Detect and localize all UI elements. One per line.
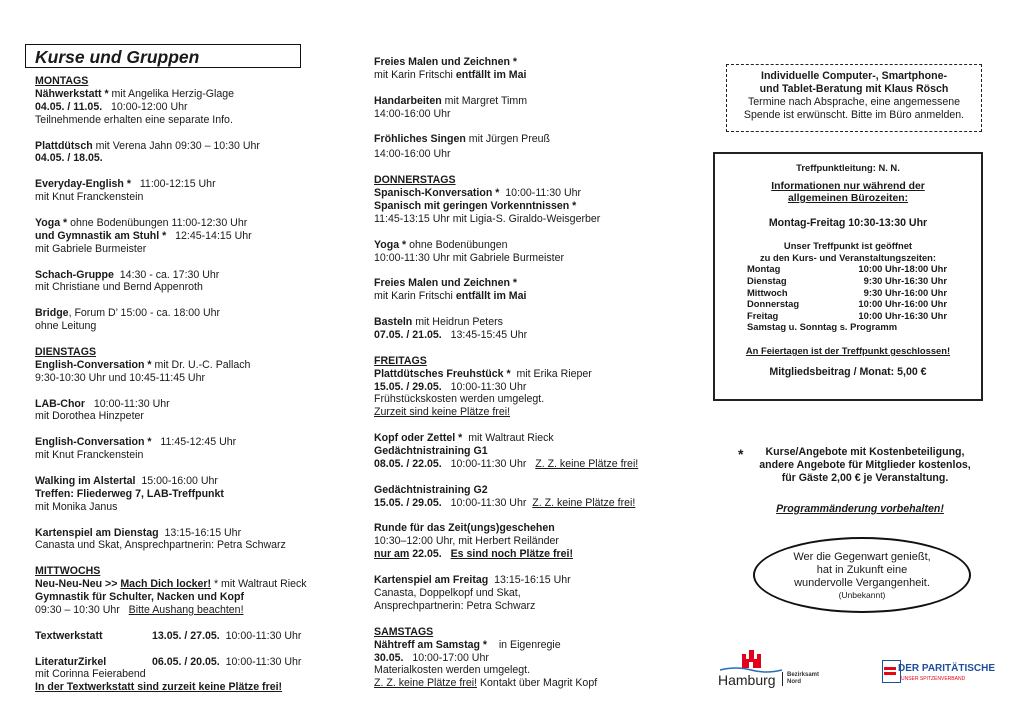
course-naehtreff: Nähtreff am Samstag * in Eigenregie 30.05. 10:00-17:00 Uhr Materialkosten werden umgelegt. Z. Z. keine Plätze frei! Kontakt über Magrit Kopf bbox=[374, 638, 598, 690]
course-freies-malen-donnerstag: Freies Malen und Zeichnen * mit Karin Fritschi entfällt im Mai bbox=[374, 277, 527, 303]
course-yoga-donnerstag: Yoga * ohne Bodenübungen 10:00-11:30 Uhr mit Gabriele Burmeister bbox=[374, 238, 564, 264]
course-kopf-oder-zettel: Kopf oder Zettel * mit Waltraut Rieck Gedächtnistraining G1 08.05. / 22.05. 10:00-11:30 Uhr Z. Z. keine Plätze frei! bbox=[374, 432, 639, 470]
course-bridge: Bridge, Forum D’ 15:00 - ca. 18:00 Uhr ohne Leitung bbox=[35, 307, 221, 333]
column-left bbox=[35, 44, 355, 694]
course-freies-malen: Freies Malen und Zeichnen * mit Karin Fritschi entfällt im Mai bbox=[374, 56, 527, 81]
hours-row: Dienstag 9:30 Uhr-16:30 Uhr bbox=[747, 274, 947, 286]
course-handarbeiten: Handarbeiten mit Margret Timm 14:00-16:00 Uhr bbox=[374, 94, 528, 120]
heading-dienstags: DIENSTAGS bbox=[35, 345, 97, 358]
heading-donnerstags: DONNERSTAGS bbox=[374, 174, 456, 187]
course-kartenspiel-dienstag: Kartenspiel am Dienstag 13:15-16:15 Uhr Canasta und Skat, Ansprechpartnerin: Petra Schwarz bbox=[35, 526, 286, 552]
hours-row: Donnerstag 10:00 Uhr-16:00 Uhr bbox=[747, 298, 947, 310]
course-walking: Walking im Alstertal 15:00-16:00 Uhr Treffen: Fliederweg 7, LAB-Treffpunkt mit Monika Janus bbox=[35, 474, 224, 513]
course-spanisch: Spanisch-Konversation * 10:00-11:30 Uhr Spanisch mit geringen Vorkenntnissen * 11:45-13:15 Uhr mit Ligia-S. Giraldo-Weisgerber bbox=[374, 187, 601, 225]
heading-freitags: FREITAGS bbox=[374, 354, 427, 367]
paritaetische-logo bbox=[882, 660, 1012, 688]
quote-ellipse: Wer die Gegenwart genießt, hat in Zukunft eine wundervolle Vergangenheit. (Unbekannt) bbox=[753, 537, 971, 613]
heading-samstags: SAMSTAGS bbox=[374, 625, 434, 638]
course-lab-chor: LAB-Chor 10:00-11:30 Uhr mit Dorothea Hinzpeter bbox=[35, 397, 170, 423]
computer-consulting-box: Individuelle Computer-, Smartphone- und Tablet-Beratung mit Klaus Rösch Termine nach Absprache, eine angemessene Spende ist erwünscht. Bitte im Büro anmelden. bbox=[726, 64, 982, 132]
course-english-conversation-2: English-Conversation * 11:45-12:45 Uhr mit Knut Franckenstein bbox=[35, 436, 237, 462]
course-textwerkstatt: Textwerkstatt 13.05. / 27.05. 10:00-11:30 Uhr bbox=[35, 629, 302, 642]
logo-divider bbox=[782, 672, 783, 686]
course-singen: Fröhliches Singen mit Jürgen Preuß 14:00-16:00 Uhr bbox=[374, 133, 551, 161]
bezirk-nord-label: Nord bbox=[787, 679, 801, 685]
paritaetische-wordmark: DER PARITÄTISCHE bbox=[898, 663, 996, 674]
hours-row: Freitag 10:00 Uhr-16:30 Uhr bbox=[747, 309, 947, 321]
asterisk-note-marker: * bbox=[738, 446, 744, 462]
course-plattduetsch: Plattdütsch mit Verena Jahn 09:30 – 10:30 Uhr 04.05. / 18.05. bbox=[35, 139, 260, 165]
course-basteln: Basteln mit Heidrun Peters 07.05. / 21.05. 13:45-15:45 Uhr bbox=[374, 316, 528, 341]
heading-montags: MONTAGS bbox=[35, 75, 89, 87]
course-yoga: Yoga * ohne Bodenübungen 11:00-12:30 Uhr und Gymnastik am Stuhl * 12:45-14:15 Uhr mit Gabriele Burmeister bbox=[35, 216, 252, 255]
course-kartenspiel-freitag: Kartenspiel am Freitag 13:15-16:15 Uhr Canasta, Doppelkopf und Skat, Ansprechpartnerin: Petra Schwarz bbox=[374, 574, 571, 612]
course-mach-dich-locker: Neu-Neu-Neu >> Mach Dich locker! * mit Waltraut Rieck Gymnastik für Schulter, Nacken und Kopf 09:30 – 10:30 Uhr Bitte Aushang beachten! bbox=[35, 578, 307, 616]
course-schach: Schach-Gruppe 14:30 - ca. 17:30 Uhr mit Christiane und Bernd Appenroth bbox=[35, 268, 220, 294]
paritaetische-subline: UNSER SPITZENVERBAND bbox=[901, 676, 966, 682]
course-english-conversation: English-Conversation * mit Dr. U.-C. Pallach 9:30-10:30 Uhr und 10:45-11:45 Uhr bbox=[35, 358, 251, 384]
course-everyday-english: Everyday-English * 11:00-12:15 Uhr mit Knut Franckenstein bbox=[35, 178, 216, 204]
hamburg-wordmark: Hamburg bbox=[718, 672, 776, 688]
course-gedaechtnistraining-g2: Gedächtnistraining G2 15.05. / 29.05. 10:00-11:30 Uhr Z. Z. keine Plätze frei! bbox=[374, 483, 636, 509]
course-zeitungsrunde: Runde für das Zeit(ungs)geschehen 10:30–12:00 Uhr, mit Herbert Reiländer nur am 22.05. Es sind noch Plätze frei! bbox=[374, 522, 574, 561]
course-naehwerkstatt: Nähwerkstatt * mit Angelika Herzig-Glage 04.05. / 11.05. 10:00-12:00 Uhr Teilnehmende erhalten eine separate Info. bbox=[35, 87, 235, 126]
course-plattduetsches-fruehstueck: Plattdütsches Freuhstück * mit Erika Rieper 15.05. / 29.05. 10:00-11:30 Uhr Frühstückskosten werden umgelegt. Zurzeit sind keine Plätze frei! bbox=[374, 367, 592, 419]
opening-hours-box: Treffpunktleitung: N. N. Informationen nur während der allgemeinen Bürozeiten: Montag-Freitag 10:30-13:30 Uhr Unser Treffpunkt ist geöffnet zu den Kurs- und Veranstaltungszeiten: Montag 10:00 Uhr-18:00 Uhr Dienstag 9:30 Uhr-16:30 Uhr Mittwoch 9:30 Uhr-16:00 Uhr Donnerstag 10:00 Uhr-16:00 Uhr Freitag 10:00 Uhr-16:30 Uhr Samstag u. Sonntag s. Programm An Feiertagen ist der Treffpunkt geschlossen! Mitgliedsbeitrag / Monat: 5,00 € bbox=[713, 152, 983, 401]
column-middle bbox=[374, 56, 694, 690]
hours-row: Mittwoch 9:30 Uhr-16:00 Uhr bbox=[747, 286, 947, 298]
course-literaturzirkel: LiteraturZirkel 06.05. / 20.05. 10:00-11:30 Uhr mit Corinna Feierabend In der Textwerkstatt sind zurzeit keine Plätze frei! bbox=[35, 655, 302, 694]
heading-mittwochs: MITTWOCHS bbox=[35, 565, 101, 578]
bezirksamt-label: Bezirksamt bbox=[787, 672, 820, 678]
hamburg-logo bbox=[716, 648, 826, 688]
cost-note: Kurse/Angebote mit Kostenbeteiligung, andere Angebote für Mitglieder kostenlos, für Gäste 2,00 € je Veranstaltung. bbox=[759, 446, 971, 484]
program-change-note: Programmänderung vorbehalten! bbox=[776, 503, 944, 515]
page-title: Kurse und Gruppen bbox=[35, 47, 200, 67]
hours-row: Montag 10:00 Uhr-18:00 Uhr bbox=[747, 263, 947, 275]
hours-table: Montag 10:00 Uhr-18:00 Uhr Dienstag 9:30 Uhr-16:30 Uhr Mittwoch 9:30 Uhr-16:00 Uhr Donnerstag 10:00 Uhr-16:00 Uhr Freitag 10:00 Uhr-16:30 Uhr Samstag u. Sonntag s. Programm bbox=[747, 263, 967, 333]
